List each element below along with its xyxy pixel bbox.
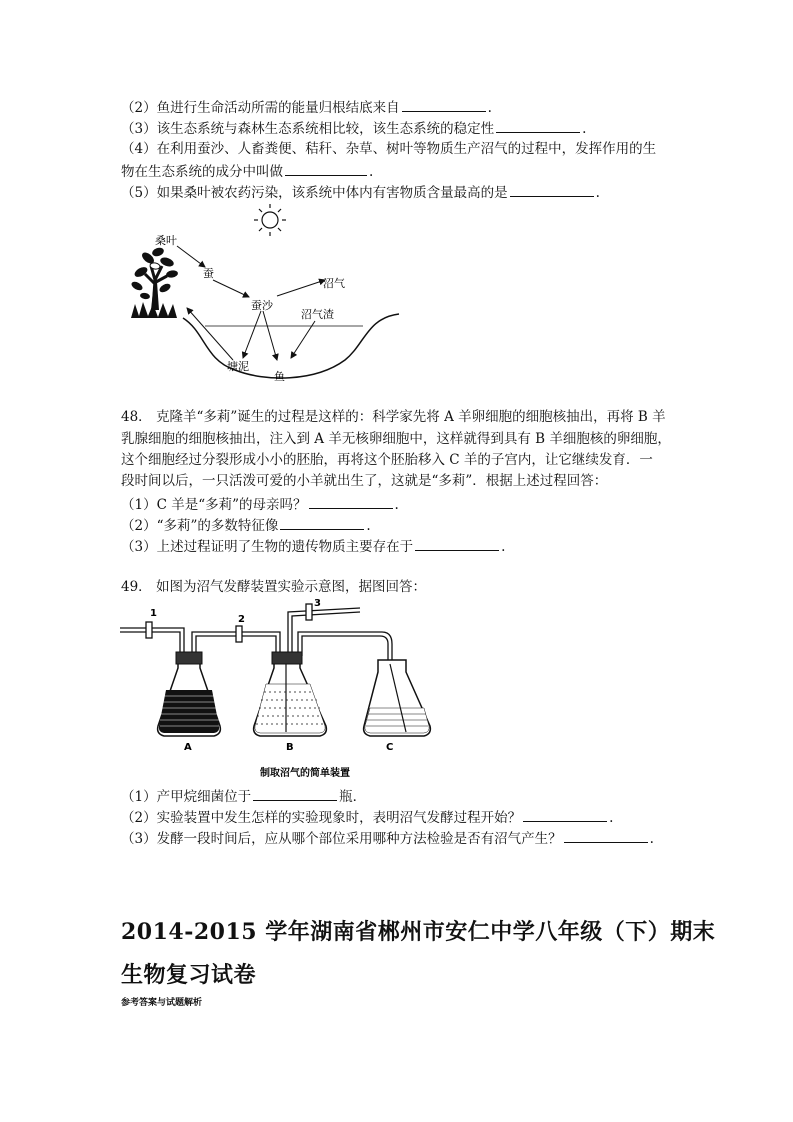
label-silkworm: 蚕 bbox=[203, 267, 214, 280]
label-clamp-1: 1 bbox=[150, 608, 157, 619]
answer-blank[interactable] bbox=[510, 182, 594, 197]
q49-item2: （2）实验装置中发生怎样的实验现象时，表明沼气发酵过程开始？ . bbox=[121, 807, 613, 827]
flask-a bbox=[158, 652, 221, 736]
answer-subtitle: 参考答案与试题解析 bbox=[121, 998, 203, 1008]
answer-blank[interactable] bbox=[523, 807, 607, 822]
q47-item4a: （4）在利用蚕沙、人畜粪便、秸秆、杂草、树叶等物质生产沼气的过程中，发挥作用的生 bbox=[121, 141, 657, 157]
answer-blank[interactable] bbox=[496, 118, 580, 133]
answer-title-line2: 生物复习试卷 bbox=[121, 962, 257, 988]
label-mulberry: 桑叶 bbox=[155, 234, 177, 247]
q48-para-line2: 乳腺细胞的细胞核抽出，注入到 A 羊无核卵细胞中，这样就得到具有 B 羊细胞核的卵细胞， bbox=[121, 431, 671, 447]
ecosystem-diagram bbox=[115, 200, 415, 390]
diagram-caption: 制取沼气的简单装置 bbox=[260, 768, 350, 779]
label-flask-b: B bbox=[286, 742, 294, 753]
answer-title-line1: 2014-2015 学年湖南省郴州市安仁中学八年级（下）期末 bbox=[121, 919, 716, 945]
flask-c bbox=[364, 660, 431, 736]
label-flask-a: A bbox=[184, 742, 192, 753]
answer-blank[interactable] bbox=[415, 536, 499, 551]
q47-item5: （5）如果桑叶被农药污染，该系统中体内有害物质含量最高的是 . bbox=[121, 182, 600, 202]
q47-item2: （2）鱼进行生命活动所需的能量归根结底来自 . bbox=[121, 97, 492, 117]
label-flask-c: C bbox=[386, 742, 394, 753]
label-clamp-3: 3 bbox=[314, 598, 321, 609]
q48-item1: （1）C 羊是“多莉”的母亲吗？ . bbox=[121, 494, 399, 514]
label-fish: 鱼 bbox=[274, 370, 285, 383]
q48-para-line4: 段时间以后，一只活泼可爱的小羊就出生了，这就是“多莉”．根据上述过程回答： bbox=[121, 473, 608, 489]
label-clamp-2: 2 bbox=[238, 614, 245, 625]
mulberry-tree-icon bbox=[130, 246, 178, 318]
sun-icon bbox=[254, 204, 286, 236]
answer-blank[interactable] bbox=[402, 97, 486, 112]
answer-blank[interactable] bbox=[285, 161, 367, 176]
pond-outline bbox=[183, 314, 399, 378]
label-biogas-residue: 沼气渣 bbox=[301, 308, 334, 321]
label-biogas: 沼气 bbox=[323, 277, 345, 290]
biogas-apparatus-diagram bbox=[120, 598, 440, 782]
answer-blank[interactable] bbox=[564, 828, 648, 843]
q48-item2: （2）“多莉”的多数特征像 . bbox=[121, 515, 371, 535]
answer-blank[interactable] bbox=[309, 494, 393, 509]
q49-intro: 49． 如图为沼气发酵装置实验示意图，据图回答： bbox=[121, 579, 426, 595]
q47-item3: （3）该生态系统与森林生态系统相比较，该生态系统的稳定性 . bbox=[121, 118, 586, 138]
q48-para-line1: 48． 克隆羊“多莉”诞生的过程是这样的：科学家先将 A 羊卵细胞的细胞核抽出，再将 B 羊 bbox=[121, 409, 666, 425]
q49-item1: （1）产甲烷细菌位于 瓶． bbox=[121, 786, 366, 806]
label-pond-mud: 塘泥 bbox=[227, 360, 249, 373]
q48-para-line3: 这个细胞经过分裂形成小小的胚胎，再将这个胚胎移入 C 羊的子宫内，让它继续发育．一 bbox=[121, 452, 653, 468]
answer-blank[interactable] bbox=[253, 786, 337, 801]
q48-item3: （3）上述过程证明了生物的遗传物质主要存在于 . bbox=[121, 536, 505, 556]
label-silkworm-sand: 蚕沙 bbox=[251, 299, 273, 312]
q47-item4b: 物在生态系统的成分中叫做 . bbox=[121, 161, 373, 181]
answer-blank[interactable] bbox=[280, 515, 364, 530]
q49-item3: （3）发酵一段时间后，应从哪个部位采用哪种方法检验是否有沼气产生？ . bbox=[121, 828, 654, 848]
flask-b bbox=[254, 652, 327, 736]
